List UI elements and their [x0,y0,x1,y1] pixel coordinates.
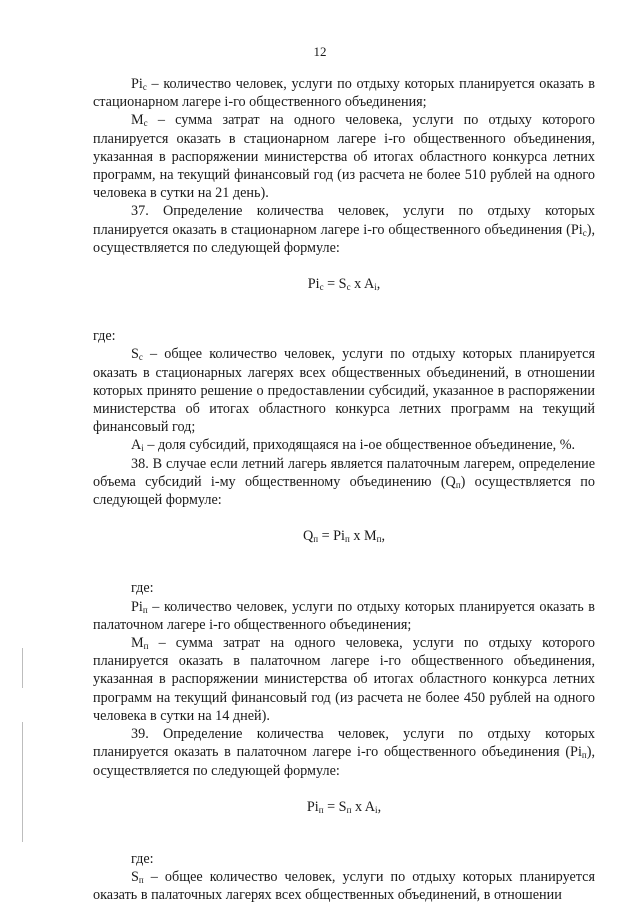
subscript: п [138,875,144,886]
text-run: x M [349,528,377,545]
text-run: 37. Определение количества человек, услуги по отдыху которых планируется оказать в стационарном лагере i-го общественного объединения (Pi [93,203,595,238]
text-run: – сумма затрат на одного человека, услуги по отдыху которого планируется оказать в палаточном лагере i-го общественного объединения, указанная в распоряжении министерства об итогах областного конкурса летних программ на текущий финансовый год (из расчета не более 450 рублей на одного человека в сутки на 14 дней). [93,635,595,724]
paragraph [93,345,595,436]
paragraph [93,455,595,510]
text-run: = S [323,276,347,293]
subscript: п [143,641,149,652]
subscript: п [376,534,382,545]
subscript: п [455,479,461,490]
subscript: c [319,282,324,293]
text-run: где: [131,580,154,597]
text-run: Pi [131,76,143,92]
paragraph [93,868,595,904]
formula-legend-label [93,850,595,868]
subscript: п [345,534,350,545]
text-run: Pi [306,798,319,815]
text-run: – общее количество человек, услуги по отдыху которых планируется оказать в палаточных лагерях всех общественных объединений, в отношении [93,869,595,904]
scan-margin-mark [22,722,23,842]
subscript: п [318,804,324,815]
paragraph [93,75,595,111]
text-run: M [131,635,144,652]
text-run: – доля субсидий, приходящаяся на i-ое общественное объединение, %. [143,437,576,454]
text-run: – общее количество человек, услуги по отдыху которых планируется оказать в стационарных лагерях всех общественных объединений, в отношении которых принято решение о предоставлении субсидий, указанное в распоряжении министерства об итогах областного конкурса летних программ на текущий финансовый год; [93,346,595,436]
text-run: – количество человек, услуги по отдыху которых планируется оказать в стационарном лагере i-го общественного объединения; [93,76,595,111]
text-run: где: [131,850,154,867]
subscript: п [581,750,587,761]
text-run: = S [323,798,347,815]
text-run: 39. Определение количества человек, услуги по отдыху которых планируется оказать в палаточном лагере i-го общественного объединения (Pi [93,726,595,761]
subscript: c [142,82,147,92]
text-run: S [131,346,139,363]
text-run: Pi [131,598,143,615]
text-run: = Pi [318,528,345,545]
formula [93,275,595,293]
text-run: , [381,528,386,545]
text-run: Q [302,528,314,545]
text-run: x A [350,276,375,293]
scan-margin-mark [22,648,23,688]
subscript: i [141,443,144,454]
text-run: S [131,869,139,886]
subscript: п [313,534,319,545]
text-run: , [377,798,382,815]
text-run: ), осуществляется по следующей формуле: [93,744,595,779]
formula [93,798,595,816]
text-run: ), осуществляется по следующей формуле: [93,221,595,256]
paragraph [93,202,595,257]
page-number: 12 [313,44,327,59]
paragraph [93,436,595,454]
subscript: c [138,352,143,363]
paragraph [93,634,595,725]
formula-legend-label [93,327,595,345]
text-run: где: [93,328,116,345]
subscript: п [142,604,148,615]
subscript: п [346,804,352,815]
document-body [93,75,595,905]
text-run: – количество человек, услуги по отдыху которых планируется оказать в палаточном лагере i-го общественного объединения; [93,598,595,633]
text-run: Pi [307,276,320,293]
subscript: c [143,118,148,129]
paragraph [93,598,595,634]
text-run: A [131,437,142,454]
subscript: i [375,804,378,815]
text-run: M [131,112,144,129]
subscript: c [582,227,587,238]
paragraph [93,111,595,202]
text-run: , [376,276,381,293]
text-run: x A [351,798,376,815]
text-run: 38. В случае если летний лагерь является палаточным лагерем, определение объема субсидий i-му общественному объединению (Q [93,455,595,490]
text-run: – сумма затрат на одного человека, услуги по отдыху которого планируется оказать в стационарном лагере i-го общественного объединения, указанная в распоряжении министерства об итогах областного конкурса летних программ, на текущий финансовый год (из расчета не более 510 рублей на одного человека в сутки на 21 день). [93,112,595,202]
subscript: c [346,282,351,293]
subscript: i [374,282,377,293]
formula-legend-label [93,579,595,597]
formula [93,527,595,545]
paragraph [93,725,595,780]
text-run: ) осуществляется по следующей формуле: [93,473,595,509]
